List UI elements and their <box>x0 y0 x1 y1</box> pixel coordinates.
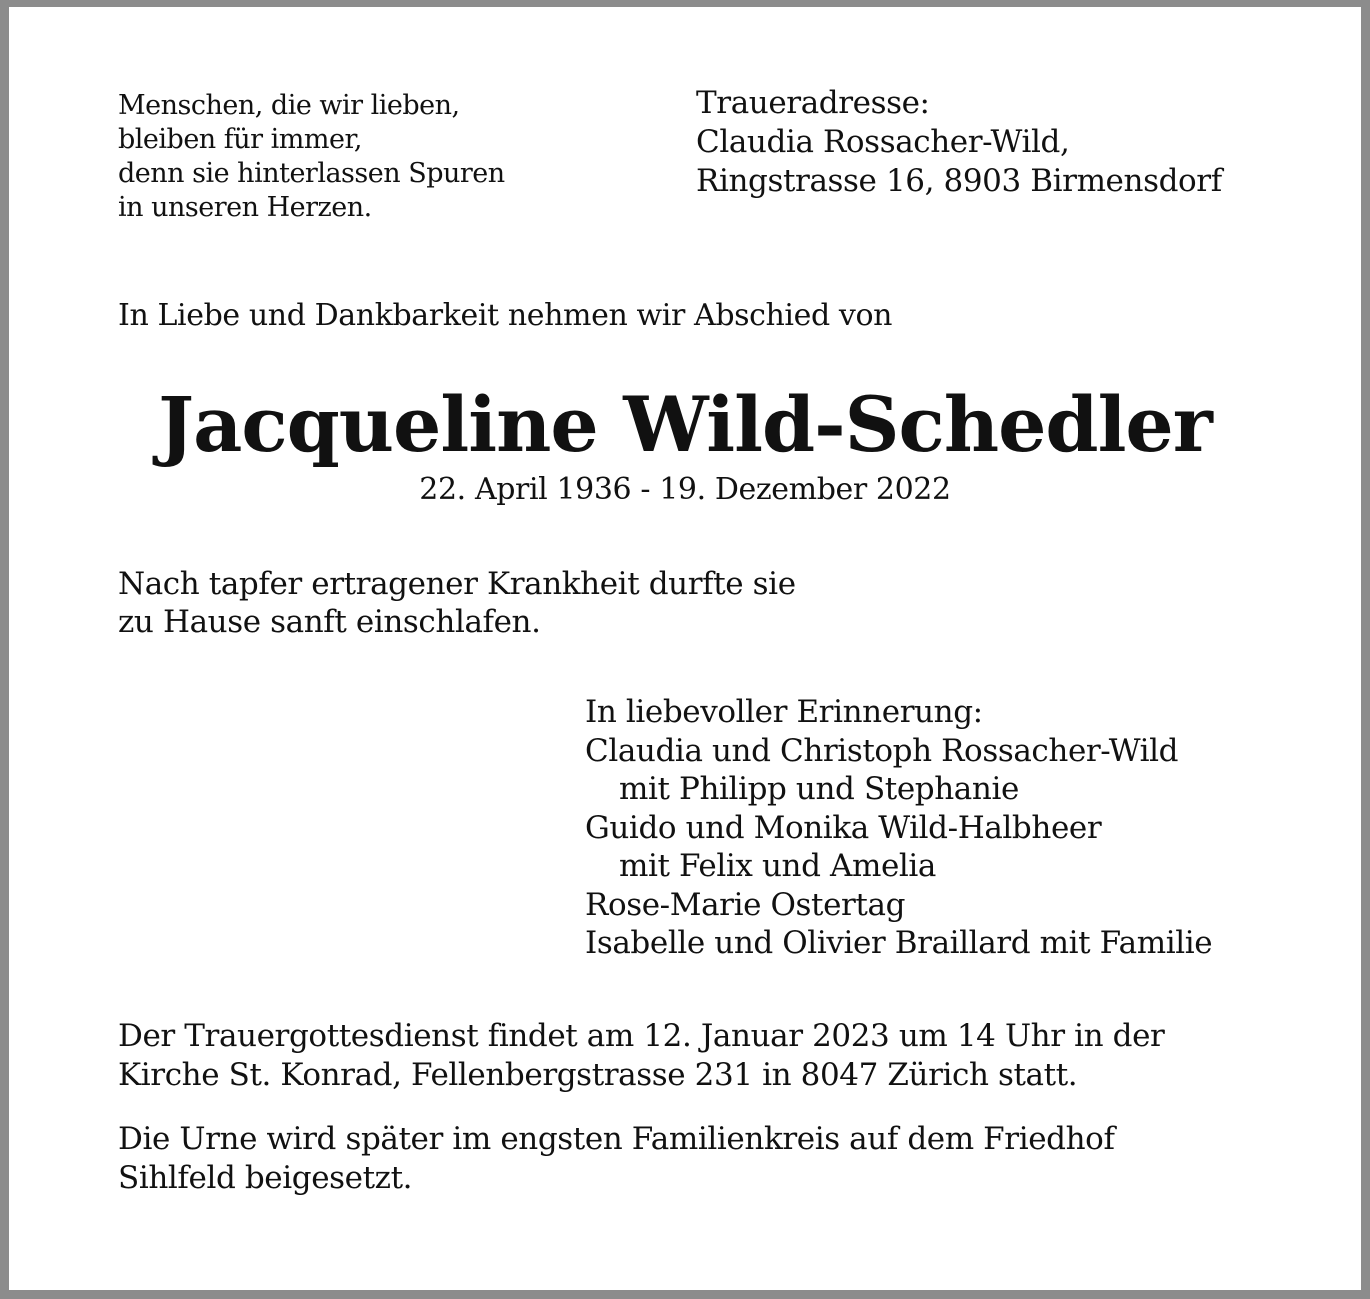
funeral-service-info <box>118 1017 1164 1094</box>
mourning-address <box>696 84 1222 201</box>
address-line: Ringstrasse 16, 8903 Birmensdorf <box>696 163 1222 199</box>
mourner-line: Rose-Marie Ostertag <box>585 886 906 923</box>
quote-line: in unseren Herzen. <box>118 192 372 223</box>
farewell-intro: In Liebe und Dankbarkeit nehmen wir Abschied von <box>118 298 893 333</box>
mourner-line: Guido und Monika Wild-Halbheer <box>585 809 1102 846</box>
quote-line: bleiben für immer, <box>118 124 362 155</box>
mourners-list <box>585 693 1212 963</box>
mourner-line: mit Felix und Amelia <box>619 848 937 884</box>
quote-line: Menschen, die wir lieben, <box>118 90 460 121</box>
memorial-quote <box>118 89 505 225</box>
passing-note-line: Nach tapfer ertragener Krankheit durfte sie <box>118 566 796 602</box>
passing-note-line: zu Hause sanft einschlafen. <box>118 604 541 640</box>
mourners-heading: In liebevoller Erinnerung: <box>585 694 983 730</box>
urn-line: Die Urne wird später im engsten Familienkreis auf dem Friedhof <box>118 1121 1115 1157</box>
passing-note <box>118 565 796 641</box>
urn-burial-info <box>118 1120 1115 1197</box>
deceased-name: Jacqueline Wild-Schedler <box>158 380 1212 469</box>
service-line: Der Trauergottesdienst findet am 12. Januar 2023 um 14 Uhr in der <box>118 1018 1165 1054</box>
mourner-line: Isabelle und Olivier Braillard mit Familie <box>585 925 1213 961</box>
address-heading: Traueradresse: <box>696 85 930 121</box>
mourner-line: Claudia und Christoph Rossacher-Wild <box>585 732 1179 769</box>
quote-line: denn sie hinterlassen Spuren <box>118 158 505 189</box>
urn-line: Sihlfeld beigesetzt. <box>118 1159 413 1196</box>
obituary-page <box>9 7 1361 1290</box>
service-line: Kirche St. Konrad, Fellenbergstrasse 231 in 8047 Zürich statt. <box>118 1056 1078 1093</box>
address-line: Claudia Rossacher-Wild, <box>696 124 1070 160</box>
life-dates: 22. April 1936 - 19. Dezember 2022 <box>419 472 951 507</box>
mourner-line: mit Philipp und Stephanie <box>619 771 1019 807</box>
